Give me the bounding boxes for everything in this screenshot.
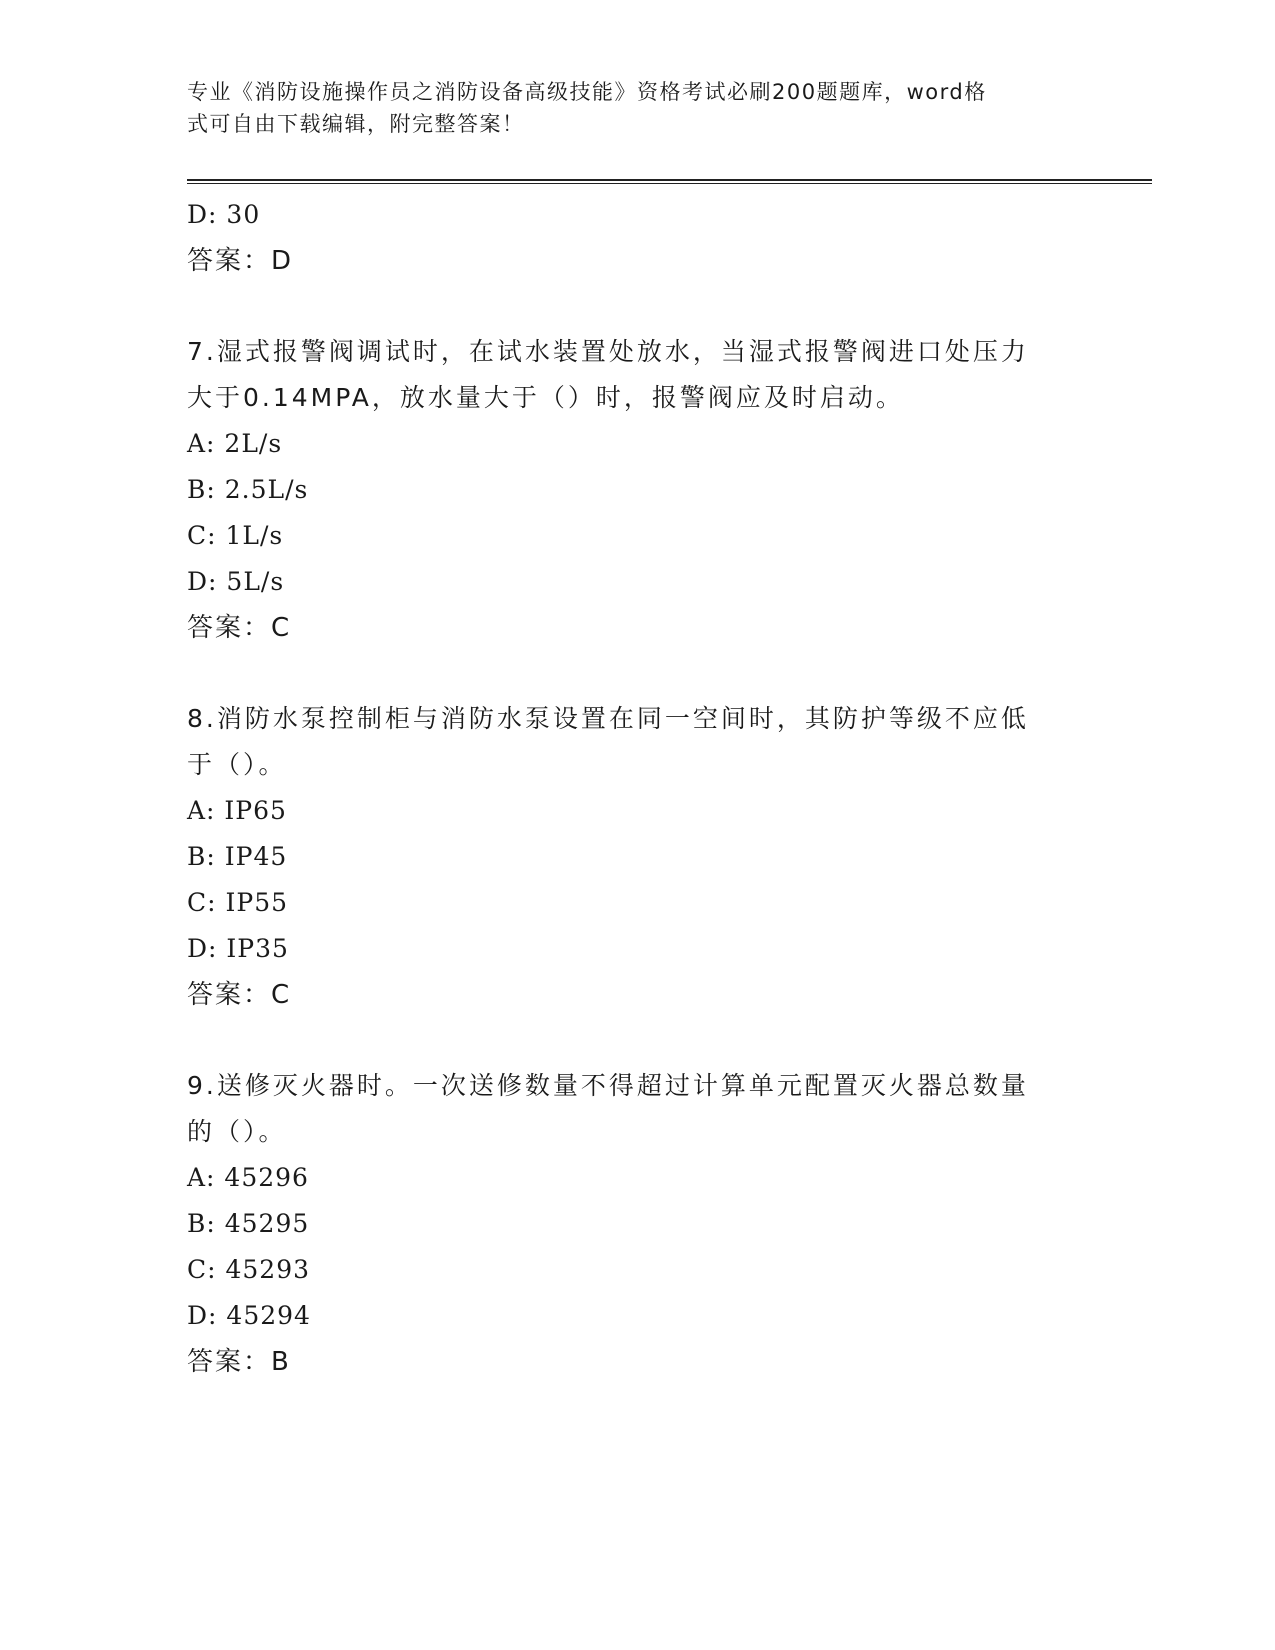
question-block (187, 329, 1087, 651)
option-c: C: 45293 (187, 1255, 311, 1284)
option-a: A: 2L/s (187, 429, 283, 458)
option-b: B: IP45 (187, 842, 288, 871)
option-d: D: 45294 (187, 1301, 311, 1330)
option-a: A: 45296 (187, 1163, 309, 1192)
question-block (187, 1063, 1087, 1385)
option-b: B: 2.5L/s (187, 475, 309, 504)
question-text: 8.消防水泵控制柜与消防水泵设置在同一空间时，其防护等级不应低 (187, 704, 1029, 733)
spacer (187, 284, 1087, 329)
spacer (187, 651, 1087, 696)
document-body (187, 192, 1087, 1385)
question-text: 9.送修灭火器时。一次送修数量不得超过计算单元配置灭火器总数量 (187, 1071, 1029, 1100)
option-a: A: IP65 (187, 796, 287, 825)
option-c: C: 1L/s (187, 521, 284, 550)
option-d: D: IP35 (187, 934, 289, 963)
question-text: 大于0.14MPA，放水量大于（）时，报警阀应及时启动。 (187, 383, 904, 412)
question-text: 于（）。 (187, 750, 287, 779)
spacer (187, 1018, 1087, 1063)
header-divider (187, 179, 1152, 184)
header-line-1: 专业《消防设施操作员之消防设备高级技能》资格考试必刷200题题库，word格 (187, 80, 987, 104)
option-d: D: 30 (187, 200, 261, 229)
header-line-2: 式可自由下载编辑，附完整答案！ (187, 112, 525, 136)
question-text: 7.湿式报警阀调试时，在试水装置处放水，当湿式报警阀进口处压力 (187, 337, 1029, 366)
option-c: C: IP55 (187, 888, 289, 917)
question-text: 的（）。 (187, 1117, 287, 1146)
option-b: B: 45295 (187, 1209, 310, 1238)
answer: 答案：C (187, 613, 292, 643)
question-block (187, 696, 1087, 1018)
answer: 答案：B (187, 1347, 291, 1377)
option-d: D: 5L/s (187, 567, 285, 596)
answer: 答案：C (187, 980, 292, 1010)
page-header (187, 76, 1067, 140)
answer: 答案：D (187, 246, 294, 276)
